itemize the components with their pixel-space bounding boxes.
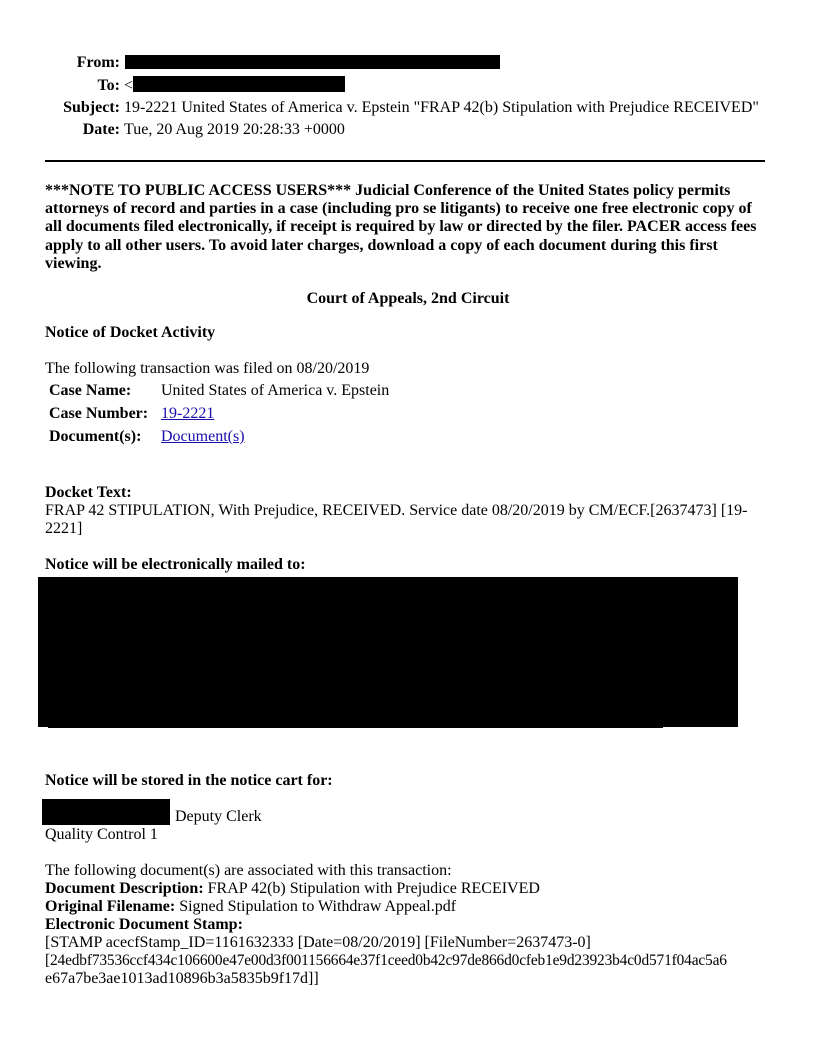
transaction-line: The following transaction was filed on 08/20/2019	[45, 360, 370, 377]
docket-text: FRAP 42 STIPULATION, With Prejudice, RECEIVED. Service date 08/20/2019 by CM/ECF.[2637473] [19-2221]	[45, 502, 748, 537]
from-redaction	[125, 55, 500, 69]
mailed-label: Notice will be electronically mailed to:	[45, 556, 306, 573]
original-filename-value: Signed Stipulation to Withdraw Appeal.pdf	[179, 898, 457, 915]
case-name-label: Case Name:	[49, 382, 132, 399]
date-label: Date:	[82, 121, 120, 138]
to-label: To:	[97, 77, 120, 94]
deputy-clerk: Deputy Clerk	[175, 808, 262, 825]
doc-description-label: Document Description:	[45, 880, 204, 897]
doc-description-value: FRAP 42(b) Stipulation with Prejudice RECEIVED	[207, 880, 540, 897]
from-label: From:	[76, 54, 120, 71]
subject-value: 19-2221 United States of America v. Epstein "FRAP 42(b) Stipulation with Prejudice RECEIVED"	[124, 99, 759, 116]
notice-title: Notice of Docket Activity	[45, 324, 216, 341]
case-number-link[interactable]: 19-2221	[161, 405, 215, 422]
date-value: Tue, 20 Aug 2019 20:28:33 +0000	[124, 121, 345, 138]
stored-label: Notice will be stored in the notice cart for:	[45, 772, 333, 789]
header-divider	[45, 160, 765, 162]
stamp-line-2: [24edbf73536ccf434c106600e47e00d3f001156664e37f1ceed0b42c97de866d0cfeb1e9d23923b4c0d571f04ac5a6	[45, 952, 727, 969]
public-access-note: ***NOTE TO PUBLIC ACCESS USERS*** Judicial Conference of the United States policy permits attorneys of record and parties in a case (including pro se litigants) to receive one free electronic copy of all documents filed electronically, if receipt is required by law or directed by the filer. PACER access fees apply to all other users. To avoid later charges, download a copy of each document during this first viewing.	[45, 182, 757, 272]
stamp-line-3: e67a7be3ae1013ad10896b3a5835b9f17d]]	[45, 970, 319, 987]
court-heading: Court of Appeals, 2nd Circuit	[306, 290, 510, 307]
associated-line: The following document(s) are associated with this transaction:	[45, 862, 452, 879]
quality-control: Quality Control 1	[45, 826, 158, 843]
documents-link[interactable]: Document(s)	[161, 428, 245, 445]
original-filename-row	[45, 898, 456, 916]
doc-description-row	[45, 880, 540, 898]
original-filename-label: Original Filename:	[45, 898, 176, 915]
subject-label: Subject:	[63, 99, 120, 116]
to-redaction	[133, 76, 345, 92]
stamp-line-1: [STAMP acecfStamp_ID=1161632333 [Date=08/20/2019] [FileNumber=2637473-0]	[45, 934, 591, 951]
docket-text-label: Docket Text:	[45, 484, 132, 501]
documents-label: Document(s):	[49, 428, 142, 445]
clerk-name-redaction	[42, 799, 170, 825]
mailed-recipients-redaction	[38, 577, 738, 727]
case-number-label: Case Number:	[49, 405, 149, 422]
stamp-label: Electronic Document Stamp:	[45, 916, 243, 933]
to-prefix: <	[124, 77, 134, 94]
redaction-underline	[48, 727, 663, 728]
case-name-value: United States of America v. Epstein	[161, 382, 390, 399]
